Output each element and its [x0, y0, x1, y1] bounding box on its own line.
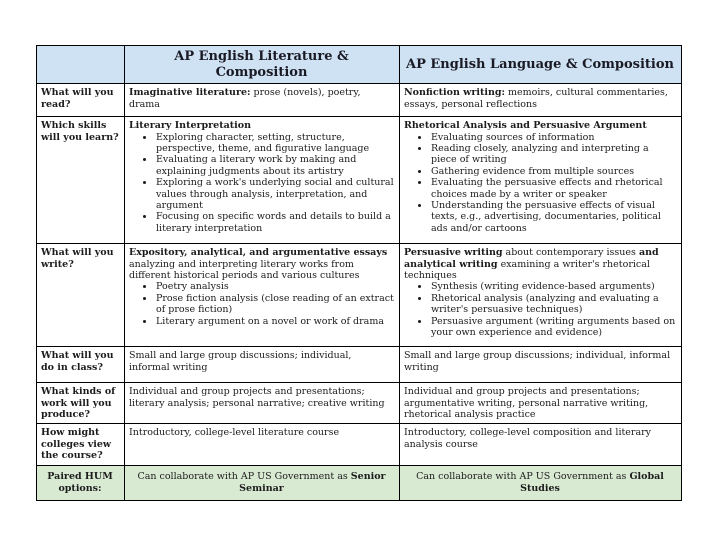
- list-item: • Understanding the persuasive effects of visual texts, e.g., advertising, documentaries, political ads and/or cartoons: [430, 200, 676, 234]
- table-row-produce: [37, 383, 682, 424]
- write-lit-run-plain: analyzing and interpreting literary works from different historical periods and various cultures: [129, 258, 360, 281]
- cell-paired-language: [400, 465, 682, 500]
- table-row-read: [37, 84, 682, 117]
- header-ap-literature: AP English Literature & Composition: [125, 46, 400, 84]
- list-item: • Persuasive argument (writing arguments based on your own experience and evidence): [430, 316, 676, 339]
- row-label-read: What will you read?: [37, 84, 125, 117]
- header-ap-language: AP English Language & Composition: [400, 46, 682, 84]
- paired-lang-prefix: Can collaborate with AP US Government as: [416, 471, 630, 483]
- cell-read-language: [400, 84, 682, 117]
- cell-skills-literature: [125, 117, 400, 244]
- read-lit-bold: Imaginative literature:: [129, 87, 251, 99]
- table-header-row: [37, 46, 682, 84]
- write-lang-run-bold-1: Persuasive writing: [404, 247, 503, 259]
- list-item: • Poetry analysis: [155, 281, 394, 292]
- row-label-colleges: How might colleges view the course?: [37, 424, 125, 465]
- read-lang-bold: Nonfiction writing:: [404, 87, 506, 99]
- table-row-write: [37, 244, 682, 347]
- table-row-colleges: [37, 424, 682, 465]
- write-lit-run-bold: Expository, analytical, and argumentative essays: [129, 247, 388, 259]
- write-lit-lead: [129, 247, 394, 281]
- paired-lit-bold: Senior Seminar: [239, 471, 386, 494]
- cell-produce-literature: Individual and group projects and presentations; literary analysis; personal narrative; creative writing: [125, 383, 400, 424]
- cell-write-literature: [125, 244, 400, 347]
- skills-lit-bullet-list: [129, 132, 394, 235]
- list-item: • Prose fiction analysis (close reading of an extract of prose fiction): [155, 293, 394, 316]
- skills-lang-heading: Rhetorical Analysis and Persuasive Argument: [404, 120, 647, 132]
- cell-colleges-language: Introductory, college-level composition and literary analysis course: [400, 424, 682, 465]
- cell-paired-literature: [125, 465, 400, 500]
- row-label-produce: What kinds of work will you produce?: [37, 383, 125, 424]
- table-row-paired-hum: [37, 465, 682, 500]
- list-item: • Exploring character, setting, structure, perspective, theme, and figurative language: [155, 132, 394, 155]
- comparison-table: [36, 45, 682, 501]
- row-label-skills: Which skills will you learn?: [37, 117, 125, 244]
- write-lit-bullet-list: [129, 281, 394, 327]
- table-row-class: [37, 347, 682, 383]
- cell-colleges-literature: Introductory, college-level literature course: [125, 424, 400, 465]
- cell-write-language: [400, 244, 682, 347]
- write-lang-run-plain-2: examining a writer's rhetorical techniques: [404, 258, 650, 281]
- paired-lang-bold: Global Studies: [520, 471, 664, 494]
- list-item: • Reading closely, analyzing and interpreting a piece of writing: [430, 143, 676, 166]
- list-item: • Gathering evidence from multiple sources: [430, 166, 676, 177]
- list-item: • Exploring a work's underlying social and cultural values through analysis, interpretation, and argument: [155, 177, 394, 211]
- cell-class-literature: Small and large group discussions; individual, informal writing: [125, 347, 400, 383]
- header-corner-cell: [37, 46, 125, 84]
- list-item: • Evaluating sources of information: [430, 132, 676, 143]
- list-item: • Focusing on specific words and details to build a literary interpretation: [155, 211, 394, 234]
- table-row-skills: [37, 117, 682, 244]
- list-item: • Literary argument on a novel or work of drama: [155, 316, 394, 327]
- read-lit-rest: prose (novels), poetry, drama: [129, 87, 361, 110]
- list-item: • Evaluating a literary work by making and explaining judgments about its artistry: [155, 154, 394, 177]
- skills-lit-heading: Literary Interpretation: [129, 120, 251, 132]
- write-lang-run-bold-2: and analytical writing: [404, 247, 659, 270]
- cell-produce-language: Individual and group projects and presentations; argumentative writing, personal narrative writing, rhetorical analysis practice: [400, 383, 682, 424]
- cell-class-language: Small and large group discussions; individual, informal writing: [400, 347, 682, 383]
- list-item: • Synthesis (writing evidence-based arguments): [430, 281, 676, 292]
- cell-skills-language: [400, 117, 682, 244]
- write-lang-run-plain-1: about contemporary issues: [502, 247, 639, 259]
- row-label-paired-hum: Paired HUM options:: [37, 465, 125, 500]
- read-lang-rest: memoirs, cultural commentaries, essays, personal reflections: [404, 87, 668, 110]
- row-label-class: What will you do in class?: [37, 347, 125, 383]
- cell-read-literature: [125, 84, 400, 117]
- list-item: • Evaluating the persuasive effects and rhetorical choices made by a writer or speaker: [430, 177, 676, 200]
- list-item: • Rhetorical analysis (analyzing and evaluating a writer's persuasive techniques): [430, 293, 676, 316]
- write-lang-lead: [404, 247, 676, 281]
- paired-lit-prefix: Can collaborate with AP US Government as: [137, 471, 351, 483]
- skills-lang-bullet-list: [404, 132, 676, 235]
- row-label-write: What will you write?: [37, 244, 125, 347]
- write-lang-bullet-list: [404, 281, 676, 338]
